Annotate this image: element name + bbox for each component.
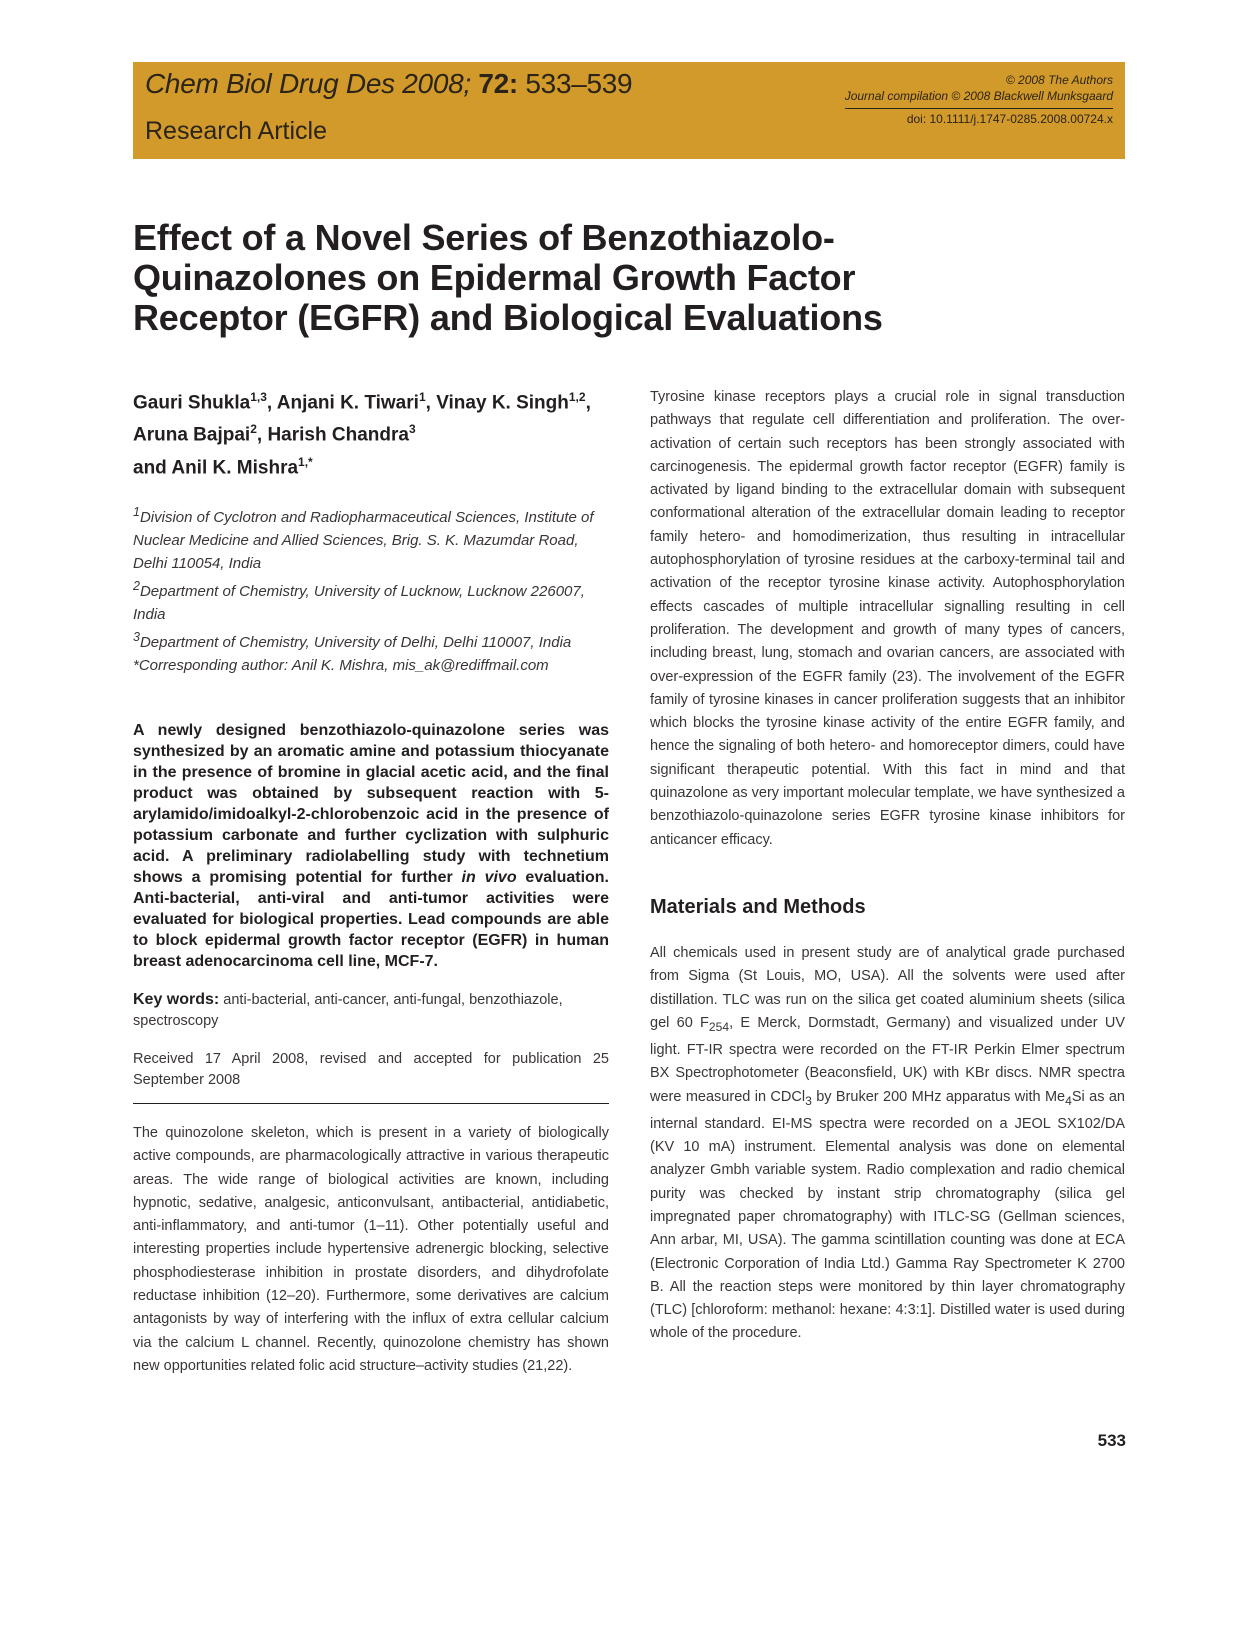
article-title: Effect of a Novel Series of Benzothiazolo-Quinazolones on Epidermal Growth Factor Receptor (EGFR) and Biological Evaluations <box>133 217 883 338</box>
copyright-line: © 2008 The Authors <box>1005 73 1113 87</box>
corresponding-author: *Corresponding author: Anil K. Mishra, mis_ak@rediffmail.com <box>133 656 549 674</box>
compilation-line: Journal compilation © 2008 Blackwell Munksgaard <box>844 89 1113 103</box>
left-column <box>133 384 609 1378</box>
section-heading-methods: Materials and Methods <box>650 895 866 918</box>
copyright-block <box>845 72 1113 127</box>
article-type: Research Article <box>145 117 328 145</box>
author-name: Harish Chandra <box>267 424 409 446</box>
affiliation-item: $^2$Department of Chemistry, University of Lucknow, Lucknow 226007, India <box>133 578 585 623</box>
abstract: A newly designed benzothiazolo-quinazolone series was synthesized by an aromatic amine and potassium thiocyanate in the presence of bromine in glacial acetic acid, and the final product was obtained by subsequent reaction with 5-arylamido/imidoalkyl-2-chlorobenzoic acid in the presence of potassium carbonate and further cyclization with sulphuric acid. A preliminary radiolabelling study with technetium shows a promising potential for further in vivo evaluation. Anti-bacterial, anti-viral and anti-tumor activities were evaluated for biological properties. Lead compounds are able to block epidermal growth factor receptor (EGFR) in human breast adenocarcinoma cell line, MCF-7. <box>133 721 609 970</box>
keywords <box>133 989 609 1032</box>
doi: doi: 10.1111/j.1747-0285.2008.00724.x <box>845 108 1113 127</box>
author-affiliation-mark: 2 <box>250 422 257 437</box>
journal-citation <box>145 68 632 100</box>
author-affiliation-mark: 1,2 <box>568 390 586 404</box>
author-name: Gauri Shukla <box>133 392 251 414</box>
page-number: 533 <box>1097 1431 1126 1450</box>
affiliation-item: $^3$Department of Chemistry, University of Delhi, Delhi 110007, India <box>133 629 572 651</box>
methods-paragraph: All chemicals used in present study are of analytical grade purchased from Sigma (St Louis, MO, USA). All the solvents were used after distillation. TLC was run on the silica get coated aluminium sheets (silica gel 60 $F_{254}$, E Merck, Dormstadt, Germany) and visualized under UV light. FT-IR spectra were recorded on the FT-IR Perkin Elmer spectrum BX Spectrophotometer (Beaconsfield, UK) with KBr discs. NMR spectra were measured in CDCl$_3$ by Bruker 200 MHz apparatus with $Me_4Si$ as an internal standard. EI-MS spectra were recorded on a JEOL SX102/DA (KV 10 mA) instrument. Elemental analysis was done on elemental analyzer Gmbh variable system. Radio complexation and radio chemical purity was checked by instant strip chromatography (silica gel impregnated paper chromatography) with ITLC-SG (Gellman sciences, Ann arbar, MI, USA). The gamma scintillation counting was done at ECA (Electronic Corporation of India Ltd.) Gamma Ray Spectrometer K 2700 B. All the reaction steps were monitored by thin layer chromatography (TLC) [chloroform: methanol: hexane: 4:3:1]. Distilled water is used during whole of the procedure. <box>650 944 1125 1342</box>
author-affiliation-mark: 1,* <box>298 454 313 469</box>
journal-pages: 533–539 <box>525 68 633 99</box>
right-column <box>650 386 1125 1346</box>
author-affiliation-mark: 1 <box>418 390 426 404</box>
journal-volume: 72: <box>478 68 518 99</box>
journal-name: Chem Biol Drug Des 2008; <box>145 68 471 99</box>
author-name: Anjani K. Tiwari <box>276 392 419 414</box>
affiliation-item: $^1$Division of Cyclotron and Radiopharmaceutical Sciences, Institute of Nuclear Medicine and Allied Sciences, Brig. S. K. Mazumdar Road, Delhi 110054, India <box>133 504 594 572</box>
author-affiliation-mark: 3 <box>408 422 416 437</box>
intro-paragraph-left: The quinozolone skeleton, which is present in a variety of biologically active compounds, are pharmacologically attractive in various therapeutic areas. The wide range of biological activities are known, including hypnotic, sedative, analgesic, anticonvulsant, antibacterial, antidiabetic, anti-inflammatory, and anti-tumor (1–11). Other potentially useful and interesting properties include hypertensive adrenergic blocking, selective phosphodiesterase inhibition in prostate disorders, and dihydrofolate reductase inhibition (12–20). Furthermore, some derivatives are calcium antagonists by way of interfering with the influx of extra cellular calcium via the calcium L channel. Recently, quinozolone chemistry has shown new opportunities related folic acid structure–activity studies (21,22). <box>133 1124 609 1374</box>
intro-paragraph-right: Tyrosine kinase receptors plays a crucial role in signal transduction pathways that regulate cell differentiation and proliferation. The over-activation of certain such receptors has been strongly associated with carcinogenesis. The epidermal growth factor receptor (EGFR) family is activated by ligand binding to the extracellular domain with subsequent conformational alteration of the extracellular domain leading to receptor family hetero- and homodimerization, thus resulting in intracellular autophosphorylation of tyrosine residues at the carboxy-terminal tail and activation of the receptor tyrosine kinase activity. Autophosphorylation effects cascades of multiple intracellular signalling resulting in cell proliferation. The development and growth of many types of cancers, including breast, lung, stomach and ovarian cancers, are associated with over-expression of the EGFR family (23). The involvement of the EGFR family of tyrosine kinases in cancer proliferation suggests that an inhibitor which blocks the tyrosine kinase activity of the entire EGFR family, and hence the signaling of both hetero- and homoreceptor dimers, could have significant therapeutic potential. With this fact in mind and that quinazolone as very important molecular template, we have synthesized a benzothiazolo-quinazolone series EGFR tyrosine kinase inhibitors for anticancer efficacy. <box>650 389 1125 848</box>
author-name: Aruna Bajpai <box>133 424 251 446</box>
journal-banner <box>133 62 1125 159</box>
received-dates: Received 17 April 2008, revised and accepted for publication 25 September 2008 <box>133 1049 609 1104</box>
author-list: Gauri Shukla$^{1,3}$, Anjani K. Tiwari$^1$, Vinay K. Singh$^{1,2}$, Aruna Bajpai$^2$, Harish Chandra$^3$ and Anil K. Mishra$^{1,*}$ <box>133 390 591 478</box>
keywords-label: Key words: <box>133 990 220 1008</box>
author-affiliation-mark: 1,3 <box>250 390 267 404</box>
affiliations <box>133 501 609 677</box>
author-name: Anil K. Mishra <box>171 456 299 478</box>
author-name: Vinay K. Singh <box>436 392 569 414</box>
keywords-text: anti-bacterial, anti-cancer, anti-fungal, benzothiazole, spectroscopy <box>133 991 563 1029</box>
